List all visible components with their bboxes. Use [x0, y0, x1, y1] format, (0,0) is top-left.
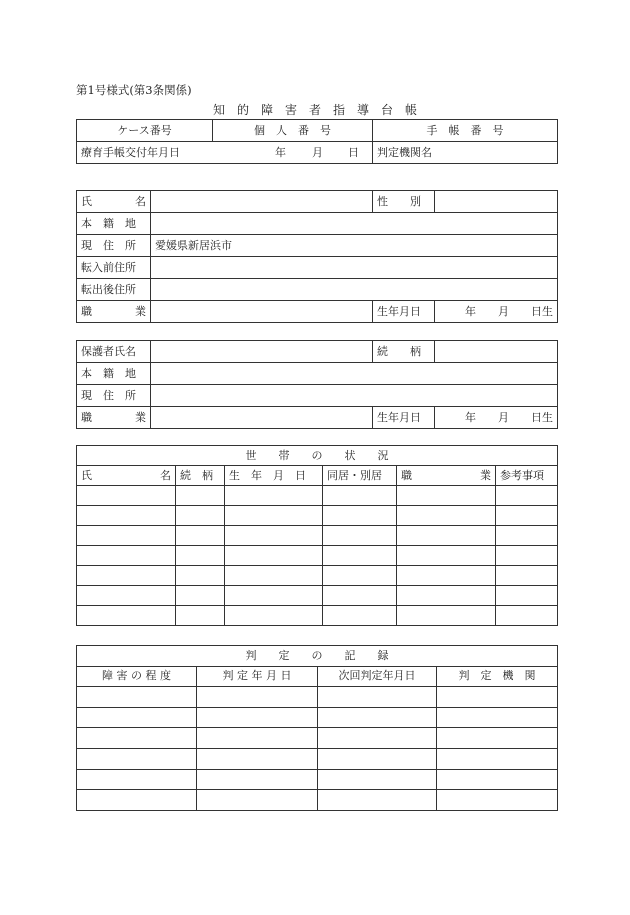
col-cohabit: 同居・別居 [323, 466, 397, 486]
cell[interactable] [323, 506, 397, 526]
address-field[interactable]: 愛媛県新居浜市 [151, 235, 558, 257]
next-address-label: 転出後住所 [77, 279, 151, 301]
cell[interactable] [437, 728, 558, 749]
guardian-birthdate-field[interactable]: 年 月 日生 [435, 407, 558, 429]
issue-day: 日 [348, 145, 359, 159]
cell[interactable] [318, 728, 437, 749]
cell[interactable] [496, 526, 558, 546]
guardian-name-label: 保護者氏名 [77, 341, 151, 363]
guardian-occupation-label: 職 業 [77, 407, 151, 429]
cell[interactable] [225, 526, 323, 546]
guardian-occupation-field[interactable] [151, 407, 373, 429]
cell[interactable] [77, 707, 197, 728]
cell[interactable] [225, 586, 323, 606]
cell[interactable] [176, 526, 225, 546]
table-row [77, 707, 558, 728]
cell[interactable] [176, 506, 225, 526]
col-next: 次回判定年月日 [318, 666, 437, 687]
cell[interactable] [437, 790, 558, 811]
birthdate-label: 生年月日 [373, 301, 435, 323]
cell[interactable] [197, 748, 318, 769]
cell[interactable] [323, 546, 397, 566]
judging-agency-label: 判定機関名 [373, 142, 558, 164]
cell[interactable] [77, 486, 176, 506]
cell[interactable] [77, 790, 197, 811]
cell[interactable] [323, 566, 397, 586]
cell[interactable] [437, 687, 558, 708]
guardian-name-field[interactable] [151, 341, 373, 363]
person-table [76, 190, 558, 323]
issue-date-label: 療育手帳交付年月日 [81, 145, 180, 159]
issue-month: 月 [312, 145, 323, 159]
cell[interactable] [397, 586, 496, 606]
page-title: 知 的 障 害 者 指 導 台 帳 [212, 103, 417, 117]
col-agency: 判 定 機 関 [437, 666, 558, 687]
table-row [77, 769, 558, 790]
personal-number-label: 個 人 番 号 [213, 120, 373, 142]
prev-address-field[interactable] [151, 257, 558, 279]
cell[interactable] [197, 769, 318, 790]
cell[interactable] [318, 769, 437, 790]
cell[interactable] [318, 748, 437, 769]
col-birth: 生 年 月 日 [225, 466, 323, 486]
occupation-label: 職 業 [77, 301, 151, 323]
relation-label: 続 柄 [373, 341, 435, 363]
guardian-address-label: 現 住 所 [77, 385, 151, 407]
table-row [77, 566, 558, 586]
guardian-birthdate-label: 生年月日 [373, 407, 435, 429]
cell[interactable] [437, 707, 558, 728]
col-job: 職 業 [397, 466, 496, 486]
cell[interactable] [225, 486, 323, 506]
col-relation: 続 柄 [176, 466, 225, 486]
cell[interactable] [176, 606, 225, 626]
cell[interactable] [77, 506, 176, 526]
cell[interactable] [318, 790, 437, 811]
table-row [77, 486, 558, 506]
guardian-domicile-field[interactable] [151, 363, 558, 385]
case-number-label: ケース番号 [77, 120, 213, 142]
cell[interactable] [197, 687, 318, 708]
cell[interactable] [77, 586, 176, 606]
col-notes: 参考事項 [496, 466, 558, 486]
name-label: 氏 名 [77, 191, 151, 213]
cell[interactable] [496, 566, 558, 586]
cell[interactable] [323, 486, 397, 506]
cell[interactable] [397, 566, 496, 586]
cell[interactable] [496, 586, 558, 606]
cell[interactable] [323, 526, 397, 546]
cell[interactable] [77, 526, 176, 546]
cell[interactable] [496, 606, 558, 626]
cell[interactable] [397, 546, 496, 566]
cell[interactable] [77, 687, 197, 708]
cell[interactable] [225, 546, 323, 566]
cell[interactable] [77, 546, 176, 566]
cell[interactable] [77, 728, 197, 749]
domicile-label: 本 籍 地 [77, 213, 151, 235]
cell[interactable] [318, 707, 437, 728]
cell[interactable] [225, 506, 323, 526]
cell[interactable] [225, 606, 323, 626]
cell[interactable] [176, 566, 225, 586]
cell[interactable] [437, 769, 558, 790]
cell[interactable] [197, 728, 318, 749]
guardian-domicile-label: 本 籍 地 [77, 363, 151, 385]
cell[interactable] [496, 506, 558, 526]
cell[interactable] [397, 526, 496, 546]
table-row [77, 606, 558, 626]
household-title: 世 帯 の 状 況 [77, 446, 558, 466]
table-row [77, 506, 558, 526]
cell[interactable] [77, 748, 197, 769]
judgment-title: 判 定 の 記 録 [77, 646, 558, 667]
cell[interactable] [318, 687, 437, 708]
table-row [77, 728, 558, 749]
cell[interactable] [496, 486, 558, 506]
notebook-number-label: 手 帳 番 号 [373, 120, 558, 142]
table-row [77, 748, 558, 769]
cell[interactable] [397, 606, 496, 626]
cell[interactable] [77, 566, 176, 586]
issue-date-row [77, 142, 373, 164]
table-row [77, 546, 558, 566]
domicile-field[interactable] [151, 213, 558, 235]
cell[interactable] [176, 586, 225, 606]
cell[interactable] [323, 586, 397, 606]
cell[interactable] [77, 769, 197, 790]
cell[interactable] [197, 707, 318, 728]
cell[interactable] [176, 486, 225, 506]
prev-address-label: 転入前住所 [77, 257, 151, 279]
cell[interactable] [197, 790, 318, 811]
table-row [77, 526, 558, 546]
cell[interactable] [496, 546, 558, 566]
cell[interactable] [397, 506, 496, 526]
address-label: 現 住 所 [77, 235, 151, 257]
issue-year: 年 [275, 145, 286, 159]
col-date: 判 定 年 月 日 [197, 666, 318, 687]
table-row [77, 790, 558, 811]
form-number: 第1号様式(第3条関係) [76, 83, 192, 97]
relation-field[interactable] [435, 341, 558, 363]
household-table [76, 445, 558, 626]
cell[interactable] [176, 546, 225, 566]
cell[interactable] [437, 748, 558, 769]
table-row [77, 586, 558, 606]
guardian-address-field[interactable] [151, 385, 558, 407]
next-address-field[interactable] [151, 279, 558, 301]
col-degree: 障 害 の 程 度 [77, 666, 197, 687]
guardian-table [76, 340, 558, 429]
birthdate-field[interactable]: 年 月 日生 [435, 301, 558, 323]
occupation-field[interactable] [151, 301, 373, 323]
sex-label: 性 別 [373, 191, 435, 213]
judgment-table [76, 645, 558, 811]
cell[interactable] [323, 606, 397, 626]
cell[interactable] [397, 486, 496, 506]
cell[interactable] [225, 566, 323, 586]
name-field[interactable] [151, 191, 373, 213]
cell[interactable] [77, 606, 176, 626]
table-row [77, 687, 558, 708]
header-table [76, 119, 558, 164]
sex-field[interactable] [435, 191, 558, 213]
col-name: 氏 名 [77, 466, 176, 486]
